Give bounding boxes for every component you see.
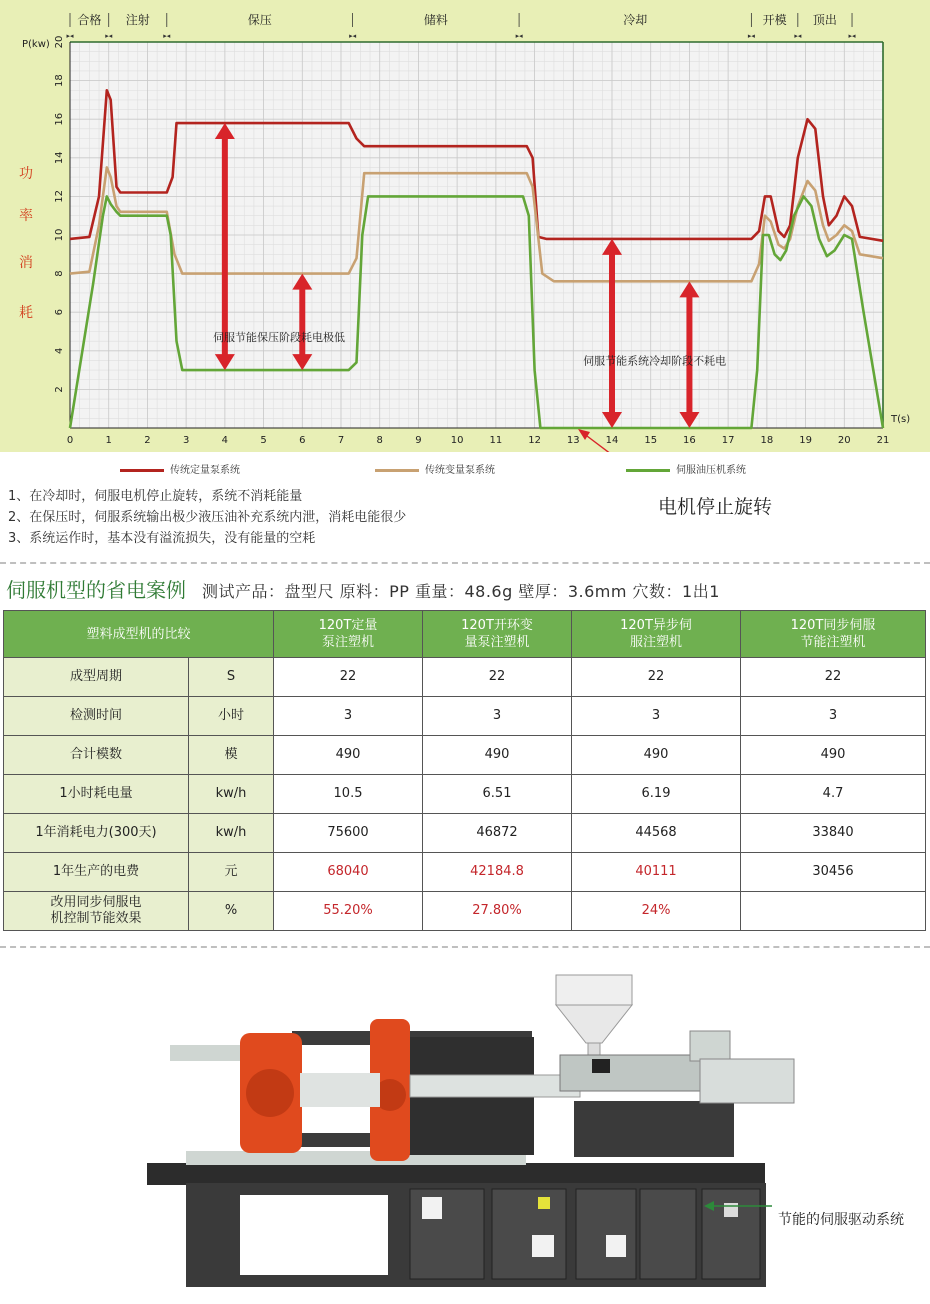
x-tick-label: 2: [144, 435, 151, 446]
note-item: 2、在保压时，伺服系统输出极少液压油补充系统内泄，消耗电能很少: [8, 510, 407, 525]
row-unit: 小时: [189, 697, 274, 736]
phase-label: 开模: [762, 13, 787, 27]
header-line: 120T异步伺: [620, 618, 692, 633]
table-cell: 22: [572, 658, 741, 697]
table-cell: 33840: [741, 814, 926, 853]
legend-item-servo: [626, 461, 746, 476]
row-label: [4, 892, 189, 931]
chart-annotation: 伺服节能保压阶段耗电极低: [213, 331, 346, 345]
divider: [0, 946, 930, 948]
phase-label: 储料: [423, 13, 448, 27]
x-tick-label: 4: [221, 435, 229, 446]
header-cell: [572, 611, 741, 658]
legend-item-fixed-pump: [120, 461, 240, 476]
legend-item-variable-pump: [375, 461, 495, 476]
phase-label: 注射: [125, 13, 150, 27]
y-tick-label: 6: [54, 309, 65, 316]
header-cell: 塑料成型机的比较: [4, 611, 274, 658]
table-cell: 4.7: [741, 775, 926, 814]
table-cell: 24%: [572, 892, 741, 931]
header-line: 泵注塑机: [322, 635, 375, 650]
legend-label: 伺服油压机系统: [676, 465, 746, 476]
x-tick-label: 16: [683, 435, 696, 446]
phase-marker-icon: ▸◂: [794, 32, 802, 40]
table-cell: 75600: [274, 814, 423, 853]
x-tick-label: 21: [876, 435, 890, 446]
divider: [0, 562, 930, 564]
table-cell: 68040: [274, 853, 423, 892]
table-cell: 55.20%: [274, 892, 423, 931]
row-label-line: 改用同步伺服电: [50, 895, 142, 910]
table-row: [4, 775, 926, 814]
table-cell: 30456: [741, 853, 926, 892]
x-tick-label: 5: [260, 435, 267, 446]
header-line: 量泵注塑机: [464, 635, 530, 650]
phase-marker-icon: ▸◂: [747, 32, 755, 40]
x-tick-label: 12: [528, 435, 541, 446]
x-tick-label: 18: [760, 435, 774, 446]
side-label-char: 功: [19, 166, 33, 182]
row-label: 1年生产的电费: [4, 853, 189, 892]
table-cell: 3: [274, 697, 423, 736]
row-label: 检测时间: [4, 697, 189, 736]
power-consumption-chart: [0, 0, 930, 452]
y-tick-label: 2: [54, 386, 65, 393]
row-label: 1年消耗电力(300天): [4, 814, 189, 853]
x-tick-label: 17: [721, 435, 735, 446]
row-label: 合计模数: [4, 736, 189, 775]
note-item: 1、在冷却时，伺服电机停止旋转，系统不消耗能量: [8, 489, 303, 504]
row-label: 1小时耗电量: [4, 775, 189, 814]
row-unit: S: [189, 658, 274, 697]
table-cell: 490: [423, 736, 572, 775]
table-cell: 22: [741, 658, 926, 697]
table-cell: 44568: [572, 814, 741, 853]
y-tick-label: 8: [54, 270, 65, 277]
table-cell: [741, 892, 926, 931]
header-cell: [274, 611, 423, 658]
phase-marker-icon: ▸◂: [163, 32, 171, 40]
x-tick-label: 11: [489, 435, 503, 446]
phase-marker-icon: ▸◂: [515, 32, 523, 40]
y-tick-label: 10: [54, 228, 65, 242]
phase-marker-icon: ▸◂: [105, 32, 113, 40]
table-cell: 3: [741, 697, 926, 736]
phase-label: 顶出: [812, 13, 837, 27]
table-cell: 490: [274, 736, 423, 775]
phase-label: 合格: [77, 13, 102, 27]
case-title: 伺服机型的省电案例: [6, 578, 186, 602]
x-tick-label: 19: [799, 435, 812, 446]
case-meta: 测试产品：盘型尺 原料：PP 重量：48.6g 壁厚：3.6mm 穴数：1出1: [202, 582, 720, 601]
table-row: [4, 736, 926, 775]
row-label-line: 机控制节能效果: [50, 911, 142, 926]
side-label-char: 耗: [19, 305, 33, 321]
table-row: [4, 697, 926, 736]
phase-marker-icon: ▸◂: [66, 32, 74, 40]
y-tick-label: 16: [54, 112, 65, 126]
table-row: [4, 658, 926, 697]
legend-swatch: [120, 469, 164, 472]
table-header-row: [4, 611, 926, 658]
table-cell: 46872: [423, 814, 572, 853]
y-tick-label: 18: [54, 74, 65, 87]
table-cell: 40111: [572, 853, 741, 892]
table-cell: 3: [572, 697, 741, 736]
x-tick-label: 14: [605, 435, 619, 446]
x-tick-label: 9: [415, 435, 422, 446]
x-tick-label: 7: [337, 435, 345, 446]
side-label-char: 消: [19, 255, 33, 271]
legend-swatch: [626, 469, 670, 472]
table-cell: 6.19: [572, 775, 741, 814]
note-item: 3、系统运作时，基本没有溢流损失，没有能量的空耗: [8, 531, 316, 546]
x-tick-label: 10: [450, 435, 464, 446]
y-tick-label: 20: [54, 35, 65, 49]
pointer-arrowhead: [578, 429, 590, 440]
table-cell: 3: [423, 697, 572, 736]
y-tick-label: 4: [54, 347, 65, 354]
table-cell: 27.80%: [423, 892, 572, 931]
legend-label: 传统变量泵系统: [425, 465, 495, 476]
x-tick-label: 15: [644, 435, 658, 446]
header-line: 服注塑机: [630, 635, 683, 650]
header-line: 节能注塑机: [800, 635, 866, 650]
table-row: [4, 892, 926, 931]
table-cell: 22: [423, 658, 572, 697]
header-line: 120T定量: [318, 618, 378, 633]
chart-annotation: 伺服节能系统冷却阶段不耗电: [583, 354, 727, 368]
motor-stop-callout: 电机停止旋转: [658, 496, 773, 518]
table-cell: 6.51: [423, 775, 572, 814]
header-cell: [423, 611, 572, 658]
phase-marker-icon: ▸◂: [848, 32, 856, 40]
header-line: 120T同步伺服: [790, 618, 876, 633]
row-unit: 模: [189, 736, 274, 775]
side-label-char: 率: [19, 208, 33, 224]
row-unit: 元: [189, 853, 274, 892]
y-tick-label: 12: [54, 190, 65, 203]
phase-label: 保压: [247, 13, 272, 27]
y-axis-title: P(kw): [22, 39, 50, 50]
row-unit: %: [189, 892, 274, 931]
x-axis-title: T(s): [891, 414, 911, 425]
x-tick-label: 20: [837, 435, 851, 446]
header-cell: [741, 611, 926, 658]
x-tick-label: 13: [566, 435, 580, 446]
notes-list: [8, 486, 406, 549]
injection-machine-illustration: [0, 955, 930, 1295]
row-label: 成型周期: [4, 658, 189, 697]
row-unit: kw/h: [189, 814, 274, 853]
table-row: [4, 853, 926, 892]
table-cell: 42184.8: [423, 853, 572, 892]
x-tick-label: 6: [299, 435, 306, 446]
servo-drive-caption: 节能的伺服驱动系统: [778, 1212, 904, 1228]
x-tick-label: 0: [66, 435, 74, 446]
case-heading: [6, 574, 720, 603]
phase-marker-icon: ▸◂: [349, 32, 357, 40]
phase-label: 冷却: [623, 13, 648, 27]
table-cell: 22: [274, 658, 423, 697]
legend-label: 传统定量泵系统: [170, 465, 240, 476]
x-tick-label: 3: [182, 435, 190, 446]
y-tick-label: 14: [54, 151, 65, 165]
table-cell: 10.5: [274, 775, 423, 814]
table-cell: 490: [572, 736, 741, 775]
comparison-table: [3, 610, 926, 931]
legend-swatch: [375, 469, 419, 472]
table-row: [4, 814, 926, 853]
machine-base: [147, 1163, 766, 1287]
row-unit: kw/h: [189, 775, 274, 814]
header-line: 120T开环变: [461, 618, 533, 633]
x-tick-label: 8: [376, 435, 383, 446]
table-cell: 490: [741, 736, 926, 775]
x-tick-label: 1: [105, 435, 112, 446]
